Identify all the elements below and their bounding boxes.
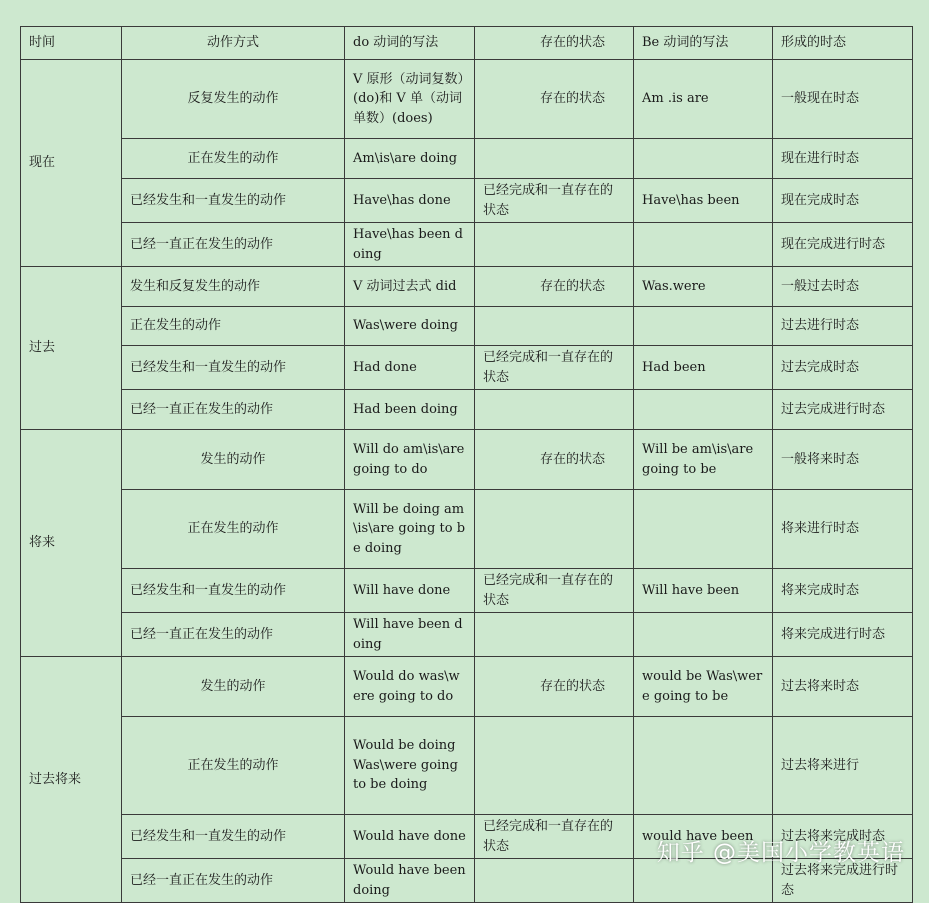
header-cell: do 动词的写法 [345, 27, 475, 60]
do-form-cell: V 动词过去式 did [345, 267, 475, 307]
state-cell [475, 490, 634, 569]
tense-cell: 将来完成时态 [773, 569, 913, 613]
action-cell: 已经发生和一直发生的动作 [122, 346, 345, 390]
state-cell [475, 139, 634, 179]
be-form-cell [634, 390, 773, 430]
tense-cell: 一般现在时态 [773, 60, 913, 139]
action-cell: 已经发生和一直发生的动作 [122, 179, 345, 223]
do-form-cell: Am\is\are doing [345, 139, 475, 179]
be-form-cell [634, 717, 773, 815]
action-cell: 正在发生的动作 [122, 139, 345, 179]
be-form-cell [634, 613, 773, 657]
tense-cell: 一般过去时态 [773, 267, 913, 307]
tense-cell: 一般将来时态 [773, 430, 913, 490]
tense-cell: 过去将来完成进行时态 [773, 859, 913, 903]
action-cell: 发生的动作 [122, 430, 345, 490]
table-row [21, 346, 913, 390]
do-form-cell: Have\has done [345, 179, 475, 223]
be-form-cell: Had been [634, 346, 773, 390]
state-cell: 存在的状态 [475, 60, 634, 139]
do-form-cell: Would have done [345, 815, 475, 859]
table-row [21, 179, 913, 223]
table-row [21, 139, 913, 179]
action-cell: 正在发生的动作 [122, 307, 345, 346]
state-cell: 已经完成和一直存在的状态 [475, 346, 634, 390]
tense-cell: 过去进行时态 [773, 307, 913, 346]
header-cell: Be 动词的写法 [634, 27, 773, 60]
table-row [21, 490, 913, 569]
watermark: 知乎 @美国小学教英语 [656, 840, 905, 866]
action-cell: 已经发生和一直发生的动作 [122, 569, 345, 613]
table-row [21, 859, 913, 903]
header-row [21, 27, 913, 60]
table-row [21, 390, 913, 430]
be-form-cell [634, 307, 773, 346]
be-form-cell: Will be am\is\are going to be [634, 430, 773, 490]
do-form-cell: Will have been doing [345, 613, 475, 657]
state-cell: 存在的状态 [475, 657, 634, 717]
be-form-cell: would have been [634, 815, 773, 859]
state-cell [475, 613, 634, 657]
be-form-cell [634, 859, 773, 903]
action-cell: 反复发生的动作 [122, 60, 345, 139]
table-row [21, 815, 913, 859]
tense-cell: 现在进行时态 [773, 139, 913, 179]
state-cell: 存在的状态 [475, 430, 634, 490]
state-cell [475, 859, 634, 903]
do-form-cell: Had been doing [345, 390, 475, 430]
be-form-cell: Was.were [634, 267, 773, 307]
tense-cell: 现在完成时态 [773, 179, 913, 223]
tense-cell: 现在完成进行时态 [773, 223, 913, 267]
be-form-cell: Will have been [634, 569, 773, 613]
action-cell: 正在发生的动作 [122, 490, 345, 569]
action-cell: 已经一直正在发生的动作 [122, 613, 345, 657]
tense-cell: 将来完成进行时态 [773, 613, 913, 657]
do-form-cell: V 原形（动词复数）(do)和 V 单（动词单数）(does) [345, 60, 475, 139]
state-cell [475, 223, 634, 267]
be-form-cell: Am .is are [634, 60, 773, 139]
do-form-cell: Have\has been doing [345, 223, 475, 267]
be-form-cell: Have\has been [634, 179, 773, 223]
table-row [21, 60, 913, 139]
table-row [21, 430, 913, 490]
time-cell: 现在 [21, 60, 122, 267]
state-cell: 已经完成和一直存在的状态 [475, 179, 634, 223]
tense-cell: 过去将来时态 [773, 657, 913, 717]
header-cell: 存在的状态 [475, 27, 634, 60]
action-cell: 正在发生的动作 [122, 717, 345, 815]
state-cell [475, 307, 634, 346]
table-row [21, 569, 913, 613]
state-cell [475, 717, 634, 815]
state-cell: 已经完成和一直存在的状态 [475, 569, 634, 613]
do-form-cell: Would do was\were going to do [345, 657, 475, 717]
table-row [21, 223, 913, 267]
do-form-cell: Would be doing Was\were going to be doing [345, 717, 475, 815]
be-form-cell [634, 490, 773, 569]
do-form-cell: Was\were doing [345, 307, 475, 346]
table-row [21, 267, 913, 307]
tense-table [20, 26, 913, 903]
action-cell: 已经一直正在发生的动作 [122, 223, 345, 267]
action-cell: 已经一直正在发生的动作 [122, 390, 345, 430]
table-row [21, 613, 913, 657]
do-form-cell: Would have been doing [345, 859, 475, 903]
table-row [21, 657, 913, 717]
do-form-cell: Will do am\is\are going to do [345, 430, 475, 490]
header-cell: 时间 [21, 27, 122, 60]
state-cell [475, 390, 634, 430]
header-cell: 形成的时态 [773, 27, 913, 60]
be-form-cell [634, 139, 773, 179]
do-form-cell: Had done [345, 346, 475, 390]
time-cell: 过去 [21, 267, 122, 430]
table-row [21, 717, 913, 815]
table-row [21, 307, 913, 346]
tense-cell: 过去将来完成时态 [773, 815, 913, 859]
do-form-cell: Will be doing am\is\are going to be doing [345, 490, 475, 569]
action-cell: 已经发生和一直发生的动作 [122, 815, 345, 859]
tense-cell: 将来进行时态 [773, 490, 913, 569]
action-cell: 发生的动作 [122, 657, 345, 717]
state-cell: 已经完成和一直存在的状态 [475, 815, 634, 859]
do-form-cell: Will have done [345, 569, 475, 613]
state-cell: 存在的状态 [475, 267, 634, 307]
action-cell: 发生和反复发生的动作 [122, 267, 345, 307]
be-form-cell [634, 223, 773, 267]
time-cell: 将来 [21, 430, 122, 657]
tense-cell: 过去完成时态 [773, 346, 913, 390]
tense-cell: 过去将来进行 [773, 717, 913, 815]
header-cell: 动作方式 [122, 27, 345, 60]
action-cell: 已经一直正在发生的动作 [122, 859, 345, 903]
time-cell: 过去将来 [21, 657, 122, 903]
tense-cell: 过去完成进行时态 [773, 390, 913, 430]
be-form-cell: would be Was\were going to be [634, 657, 773, 717]
